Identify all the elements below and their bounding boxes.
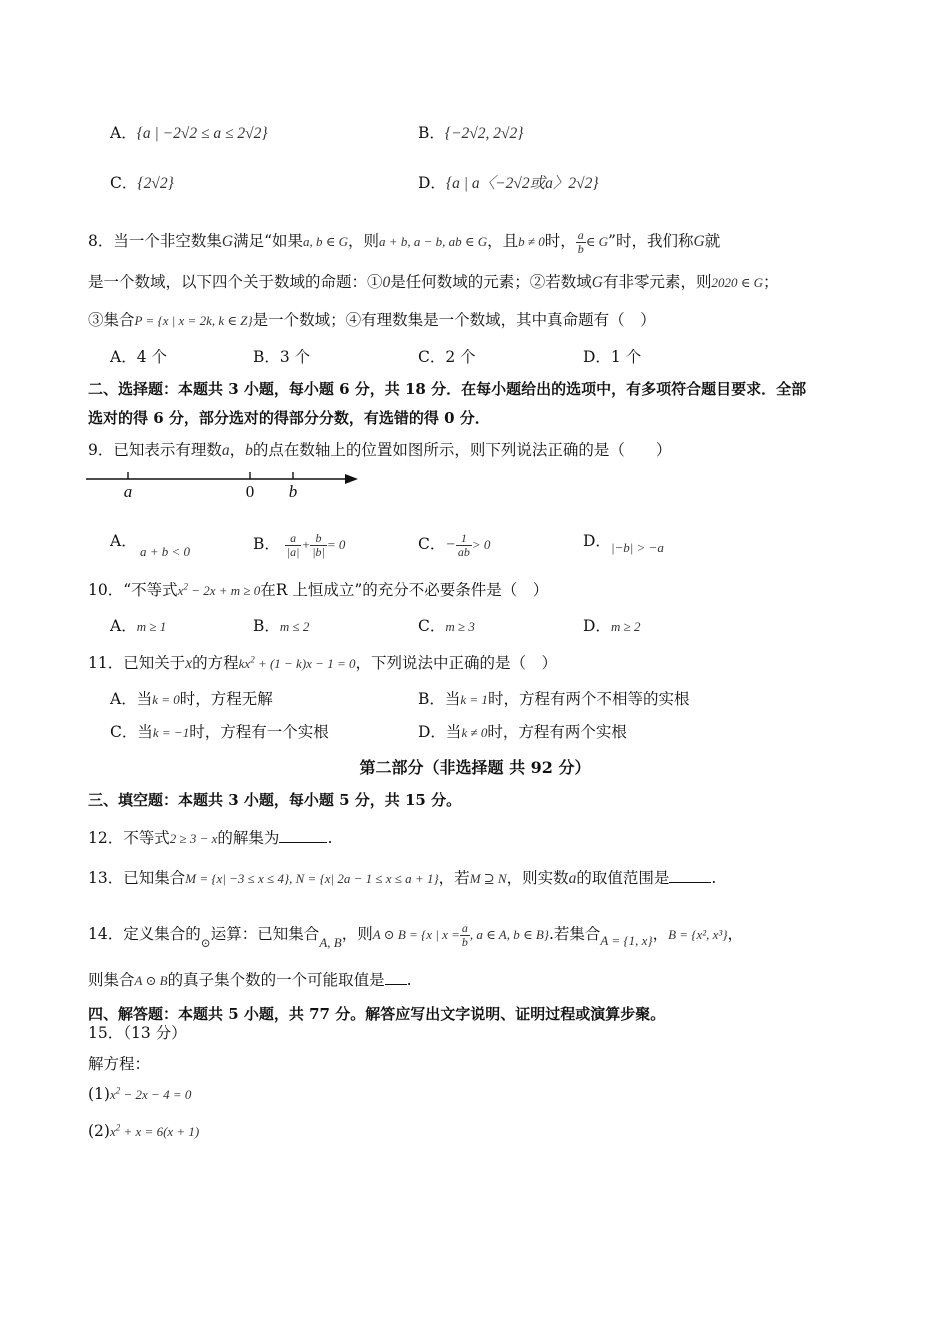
q15-heading: 15．（13 分） (88, 1024, 187, 1042)
q7-option-a-math: {a | −2√2 ≤ a ≤ 2√2} (136, 125, 268, 142)
number-line-label-a: a (123, 482, 133, 501)
q8-line-2: 是一个数域，以下四个关于数域的命题：①0是任何数域的元素；②若数域G有非零元素，则2020 ∈ G； (88, 273, 779, 291)
section-3-instructions: 三、填空题：本题共 3 小题，每小题 5 分，共 15 分。 (88, 791, 462, 809)
section-2-instructions-line-2: 选对的得 6 分，部分选对的得部分分数，有选错的得 0 分． (88, 409, 490, 427)
number-line-label-b: b (288, 482, 298, 501)
q13: 13．已知集合M = {x| −3 ≤ x ≤ 4}, N = {x| 2a − 1 ≤ x ≤ a + 1}，若M ⊇ N，则实数a的取值范围是 . (88, 869, 717, 887)
part-2-title: 第二部分（非选择题 共 92 分） (359, 758, 591, 777)
q15-part-1: $(1)x^2 - 2x - 4 = 0$ (88, 1085, 192, 1103)
q8-option-b: B．3 个 (253, 348, 311, 366)
q8-fraction: $\frac{a}{b}$ (577, 228, 584, 256)
q7-option-c: C．{2√2} (110, 174, 174, 192)
q13-answer-blank (669, 870, 711, 883)
section-4-instructions: 四、解答题：本题共 5 小题，共 77 分。解答应写出文字说明、证明过程或演算步聚。 (88, 1005, 666, 1023)
q7-option-d-math: {a | a〈−2√2或a〉2√2} (445, 175, 599, 192)
q11-option-a: A．当k = 0时，方程无解 (110, 690, 273, 708)
q9-stem: 9．已知表示有理数a，b的点在数轴上的位置如图所示，则下列说法正确的是（ ） (88, 441, 672, 459)
q10-option-c: C．m ≥ 3 (418, 617, 475, 635)
q15-part-2: $(2)x^2 + x = 6(x + 1)$ (88, 1122, 200, 1140)
q8-line-1: 8．当一个非空数集G满足“如果a, b ∈ G，则a + b, a − b, ab ∈ G，且b ≠ 0时， $\frac{a}{b}$ ∈ G”时，我们称G就 (88, 228, 721, 256)
q8-option-c: C．2 个 (418, 348, 476, 366)
q12-answer-blank (279, 830, 327, 843)
q9-option-a-math: a + b < 0 (140, 544, 191, 559)
number-line (84, 468, 364, 504)
q7-option-a: A．{a | −2√2 ≤ a ≤ 2√2} (110, 124, 268, 142)
q7-option-d: D．{a | a〈−2√2或a〉2√2} (418, 174, 599, 192)
q10-option-b: B．m ≤ 2 (253, 617, 310, 635)
q7-option-b-math: {−2√2, 2√2} (444, 125, 524, 142)
q14-line-1: 14．定义集合的$_⊙$运算：已知集合$_{A, B}$，则A ⊙ B = {x | x = $\frac{a}{b}$ , a ∈ A, b ∈ B}.若集合$_{A = \{1, x\}}$，B = {x², x³}， (88, 921, 744, 951)
q12: 12．不等式2 ≥ 3 − x的解集为 . (88, 829, 333, 847)
q7-option-c-math: {2√2} (137, 175, 174, 192)
q10-stem: 10．“不等式$x^2 - 2x + m \ge 0$在R 上恒成立”的充分不必要条件是（ ） (88, 581, 549, 599)
q8-line-3: ③集合P = {x | x = 2k, k ∈ Z}是一个数域；④有理数集是一个数域，其中真命题有（ ） (88, 311, 656, 329)
number-line-label-0: 0 (245, 482, 255, 501)
q8-option-a: A．4 个 (110, 348, 167, 366)
q15-intro: 解方程： (88, 1055, 151, 1073)
q9-option-d: D．$_{|-b| > -a}$ (583, 532, 664, 555)
q11-option-d: D．当k ≠ 0时，方程有两个实根 (418, 723, 627, 741)
q9-option-b: B． $\frac{a}{|a|}$ + $\frac{b}{|b|}$ = 0 (253, 531, 346, 559)
q8-option-d: D．1 个 (583, 348, 642, 366)
section-2-instructions-line-1: 二、选择题：本题共 3 小题，每小题 6 分，共 18 分．在每小题给出的选项中，有多项符合题目要求．全部 (88, 380, 807, 398)
q11-stem: 11．已知关于x的方程$kx^2 + (1 - k)x - 1 = 0$，下列说法中正确的是（ ） (88, 654, 557, 672)
q14-answer-blank (385, 972, 407, 985)
q10-option-d: D．m ≥ 2 (583, 617, 641, 635)
q7-option-b: B．{−2√2, 2√2} (418, 124, 524, 142)
q14-line-2: 则集合A ⊙ B的真子集个数的一个可能取值是 . (88, 971, 412, 989)
q9-option-a-label: A． (110, 532, 137, 550)
q9-option-c: C．− $\frac{1}{ab}$ > 0 (418, 531, 491, 559)
q10-option-a: A．m ≥ 1 (110, 617, 167, 635)
number-line-arrow-icon (345, 474, 358, 484)
q11-option-c: C．当k = −1时，方程有一个实根 (110, 723, 329, 741)
q11-option-b: B．当k = 1时，方程有两个不相等的实根 (418, 690, 690, 708)
